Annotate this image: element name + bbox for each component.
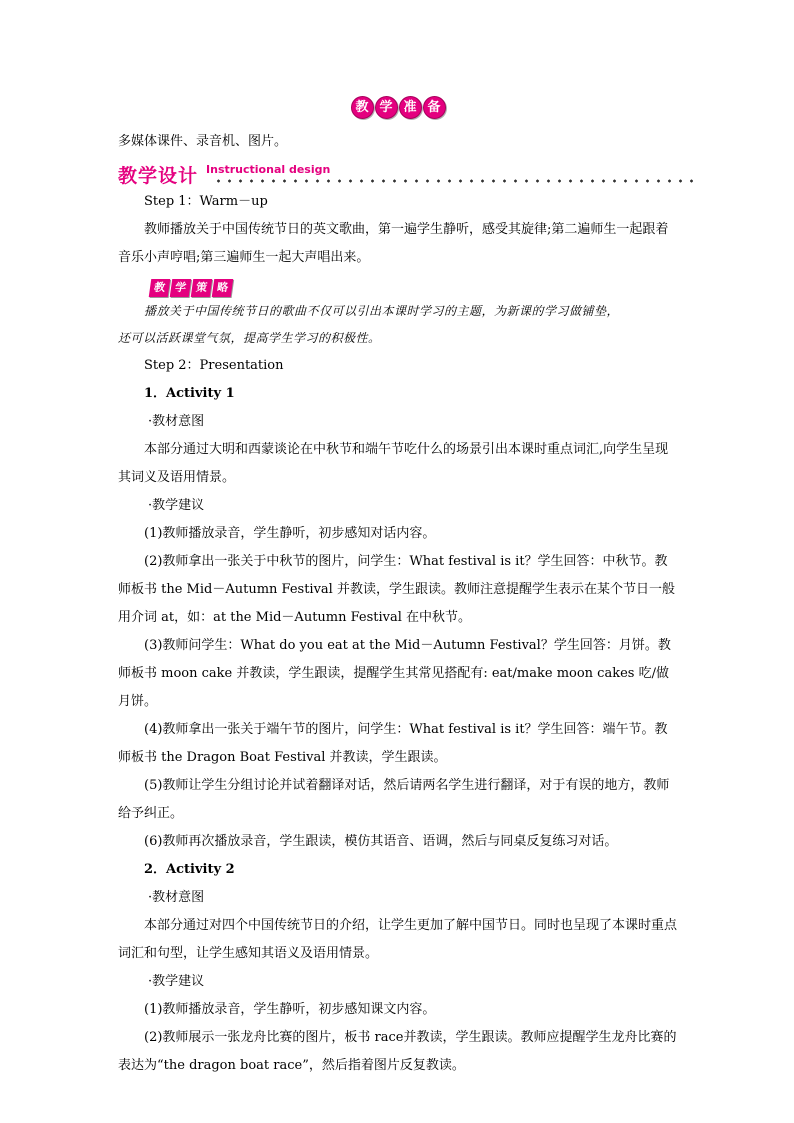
teaching-strategy-paragraph <box>118 298 678 352</box>
activity1-item: (4)教师拿出一张关于端午节的图片，问学生：What festival is it？学生回答：端午节。教师板书 the Dragon Boat Festival 并教读，学生跟读。 <box>118 722 668 765</box>
strategy-line: 还可以活跃课堂气氛，提高学生学习的积极性。 <box>118 331 381 345</box>
teaching-strategy-heading <box>118 276 678 298</box>
dotted-divider <box>213 179 700 183</box>
strategy-char: 教 <box>149 279 171 297</box>
activity2-item: (1)教师播放录音，学生静听，初步感知课文内容。 <box>144 1002 436 1017</box>
preparation-materials: 多媒体课件、录音机、图片。 <box>118 134 288 149</box>
teaching-strategy-badge <box>150 279 232 297</box>
step2-heading: Step 2：Presentation <box>144 358 284 373</box>
badge-char: 学 <box>375 96 398 119</box>
activity2-heading: 2．Activity 2 <box>144 862 235 877</box>
strategy-line: 播放关于中国传统节日的歌曲不仅可以引出本课时学习的主题，为新课的学习做铺垫， <box>144 304 620 318</box>
activity2-item: (2)教师展示一张龙舟比赛的图片，板书 race并教读，学生跟读。教师应提醒学生龙舟比赛的表达为“the dragon boat race”，然后指着图片反复教读。 <box>118 1030 677 1073</box>
activity1-advice-label: ·教学建议 <box>148 498 205 513</box>
teaching-preparation-heading <box>118 96 678 122</box>
page-content <box>118 96 678 1080</box>
activity1-item: (3)教师问学生：What do you eat at the Mid－Autumn Festival？学生回答：月饼。教师板书 moon cake 并教读，学生跟读，提醒学生其常见搭配有: eat/make moon cakes 吃/做月饼。 <box>118 638 671 709</box>
strategy-char: 策 <box>191 279 213 297</box>
activity1-item: (5)教师让学生分组讨论并试着翻译对话，然后请两名学生进行翻译，对于有误的地方，教师给予纠正。 <box>118 778 670 821</box>
strategy-char: 略 <box>212 279 234 297</box>
activity1-heading: 1．Activity 1 <box>144 386 235 401</box>
teaching-design-title: 教学设计 <box>118 165 199 187</box>
teaching-preparation-badge <box>351 96 446 119</box>
badge-char: 教 <box>351 96 374 119</box>
activity1-item: (6)教师再次播放录音，学生跟读，模仿其语音、语调，然后与同桌反复练习对话。 <box>144 834 618 849</box>
activity1-item: (1)教师播放录音，学生静听，初步感知对话内容。 <box>144 526 436 541</box>
activity1-intent-text: 本部分通过大明和西蒙谈论在中秋节和端午节吃什么的场景引出本课时重点词汇,向学生呈现其词义及语用情景。 <box>118 442 669 485</box>
badge-char: 备 <box>423 96 446 119</box>
activity1-intent-label: ·教材意图 <box>148 414 205 429</box>
strategy-char: 学 <box>170 279 192 297</box>
activity2-intent-text: 本部分通过对四个中国传统节日的介绍，让学生更加了解中国节日。同时也呈现了本课时重点词汇和句型，让学生感知其语义及语用情景。 <box>118 918 678 961</box>
badge-char: 准 <box>399 96 422 119</box>
activity2-advice-label: ·教学建议 <box>148 974 205 989</box>
activity2-intent-label: ·教材意图 <box>148 890 205 905</box>
step1-heading: Step 1：Warm－up <box>144 194 268 209</box>
activity1-item: (2)教师拿出一张关于中秋节的图片，问学生：What festival is it？学生回答：中秋节。教师板书 the Mid－Autumn Festival 并教读，学生跟读。教师注意提醒学生表示在某个节日一般用介词 at，如：at the Mid－Autumn Festival 在中秋节。 <box>118 554 675 625</box>
step1-paragraph: 教师播放关于中国传统节日的英文歌曲，第一遍学生静听，感受其旋律;第二遍师生一起跟着音乐小声哼唱;第三遍师生一起大声唱出来。 <box>118 222 669 265</box>
teaching-design-header <box>118 158 678 188</box>
teaching-design-subtitle: Instructional design <box>206 163 331 176</box>
